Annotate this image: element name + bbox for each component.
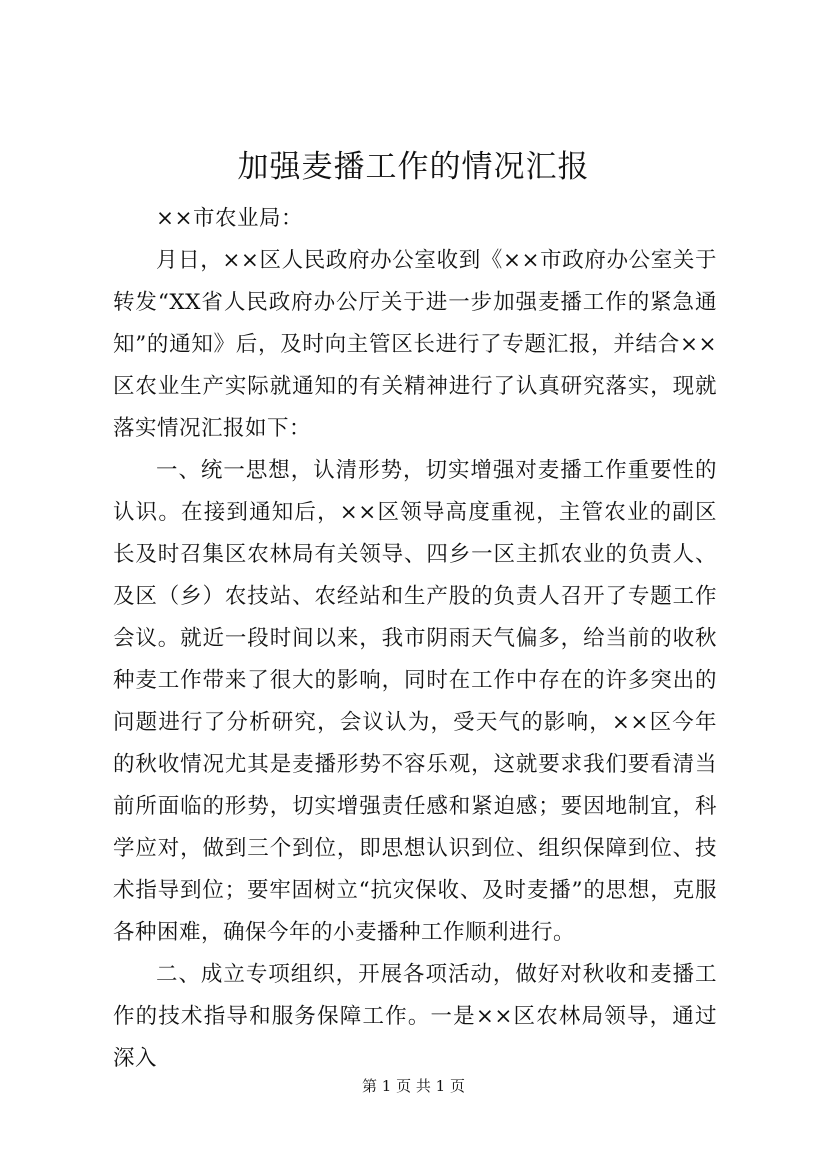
document-title: 加强麦播工作的情况汇报 — [237, 149, 590, 185]
paragraph-section-1: 一、统一思想，认清形势，切实增强对麦播工作重要性的认识。在接到通知后，××区领导高度重视，主管农业的副区长及时召集区农林局有关领导、四乡一区主抓农业的负责人、及区（乡）农技站、农经站和生产股的负责人召开了专题工作会议。就近一段时间以来，我市阴雨天气偏多，给当前的收秋种麦工作带来了很大的影响，同时在工作中存在的许多突出的问题进行了分析研究，会议认为，受天气的影响，××区今年的秋收情况尤其是麦播形势不容乐观，这就要求我们要看清当前所面临的形势，切实增强责任感和紧迫感；要因地制宜，科学应对，做到三个到位，即思想认识到位、组织保障到位、技术指导到位；要牢固树立“抗灾保收、及时麦播”的思想，克服各种困难，确保今年的小麦播种工作顺利进行。 — [113, 458, 717, 945]
paragraph-intro: 月日，××区人民政府办公室收到《××市政府办公室关于转发“XX省人民政府办公厅关于进一步加强麦播工作的紧急通知”的通知》后，及时向主管区长进行了专题汇报，并结合××区农业生产实际就通知的有关精神进行了认真研究落实，现就落实情况汇报如下： — [113, 248, 717, 441]
paragraph-section-2: 二、成立专项组织，开展各项活动，做好对秋收和麦播工作的技术指导和服务保障工作。一是××区农林局领导，通过深入 — [113, 962, 717, 1071]
document-body — [113, 198, 717, 1080]
addressee-line: ××市农业局： — [156, 206, 304, 231]
page-footer: 第 1 页 共 1 页 — [362, 1077, 465, 1095]
